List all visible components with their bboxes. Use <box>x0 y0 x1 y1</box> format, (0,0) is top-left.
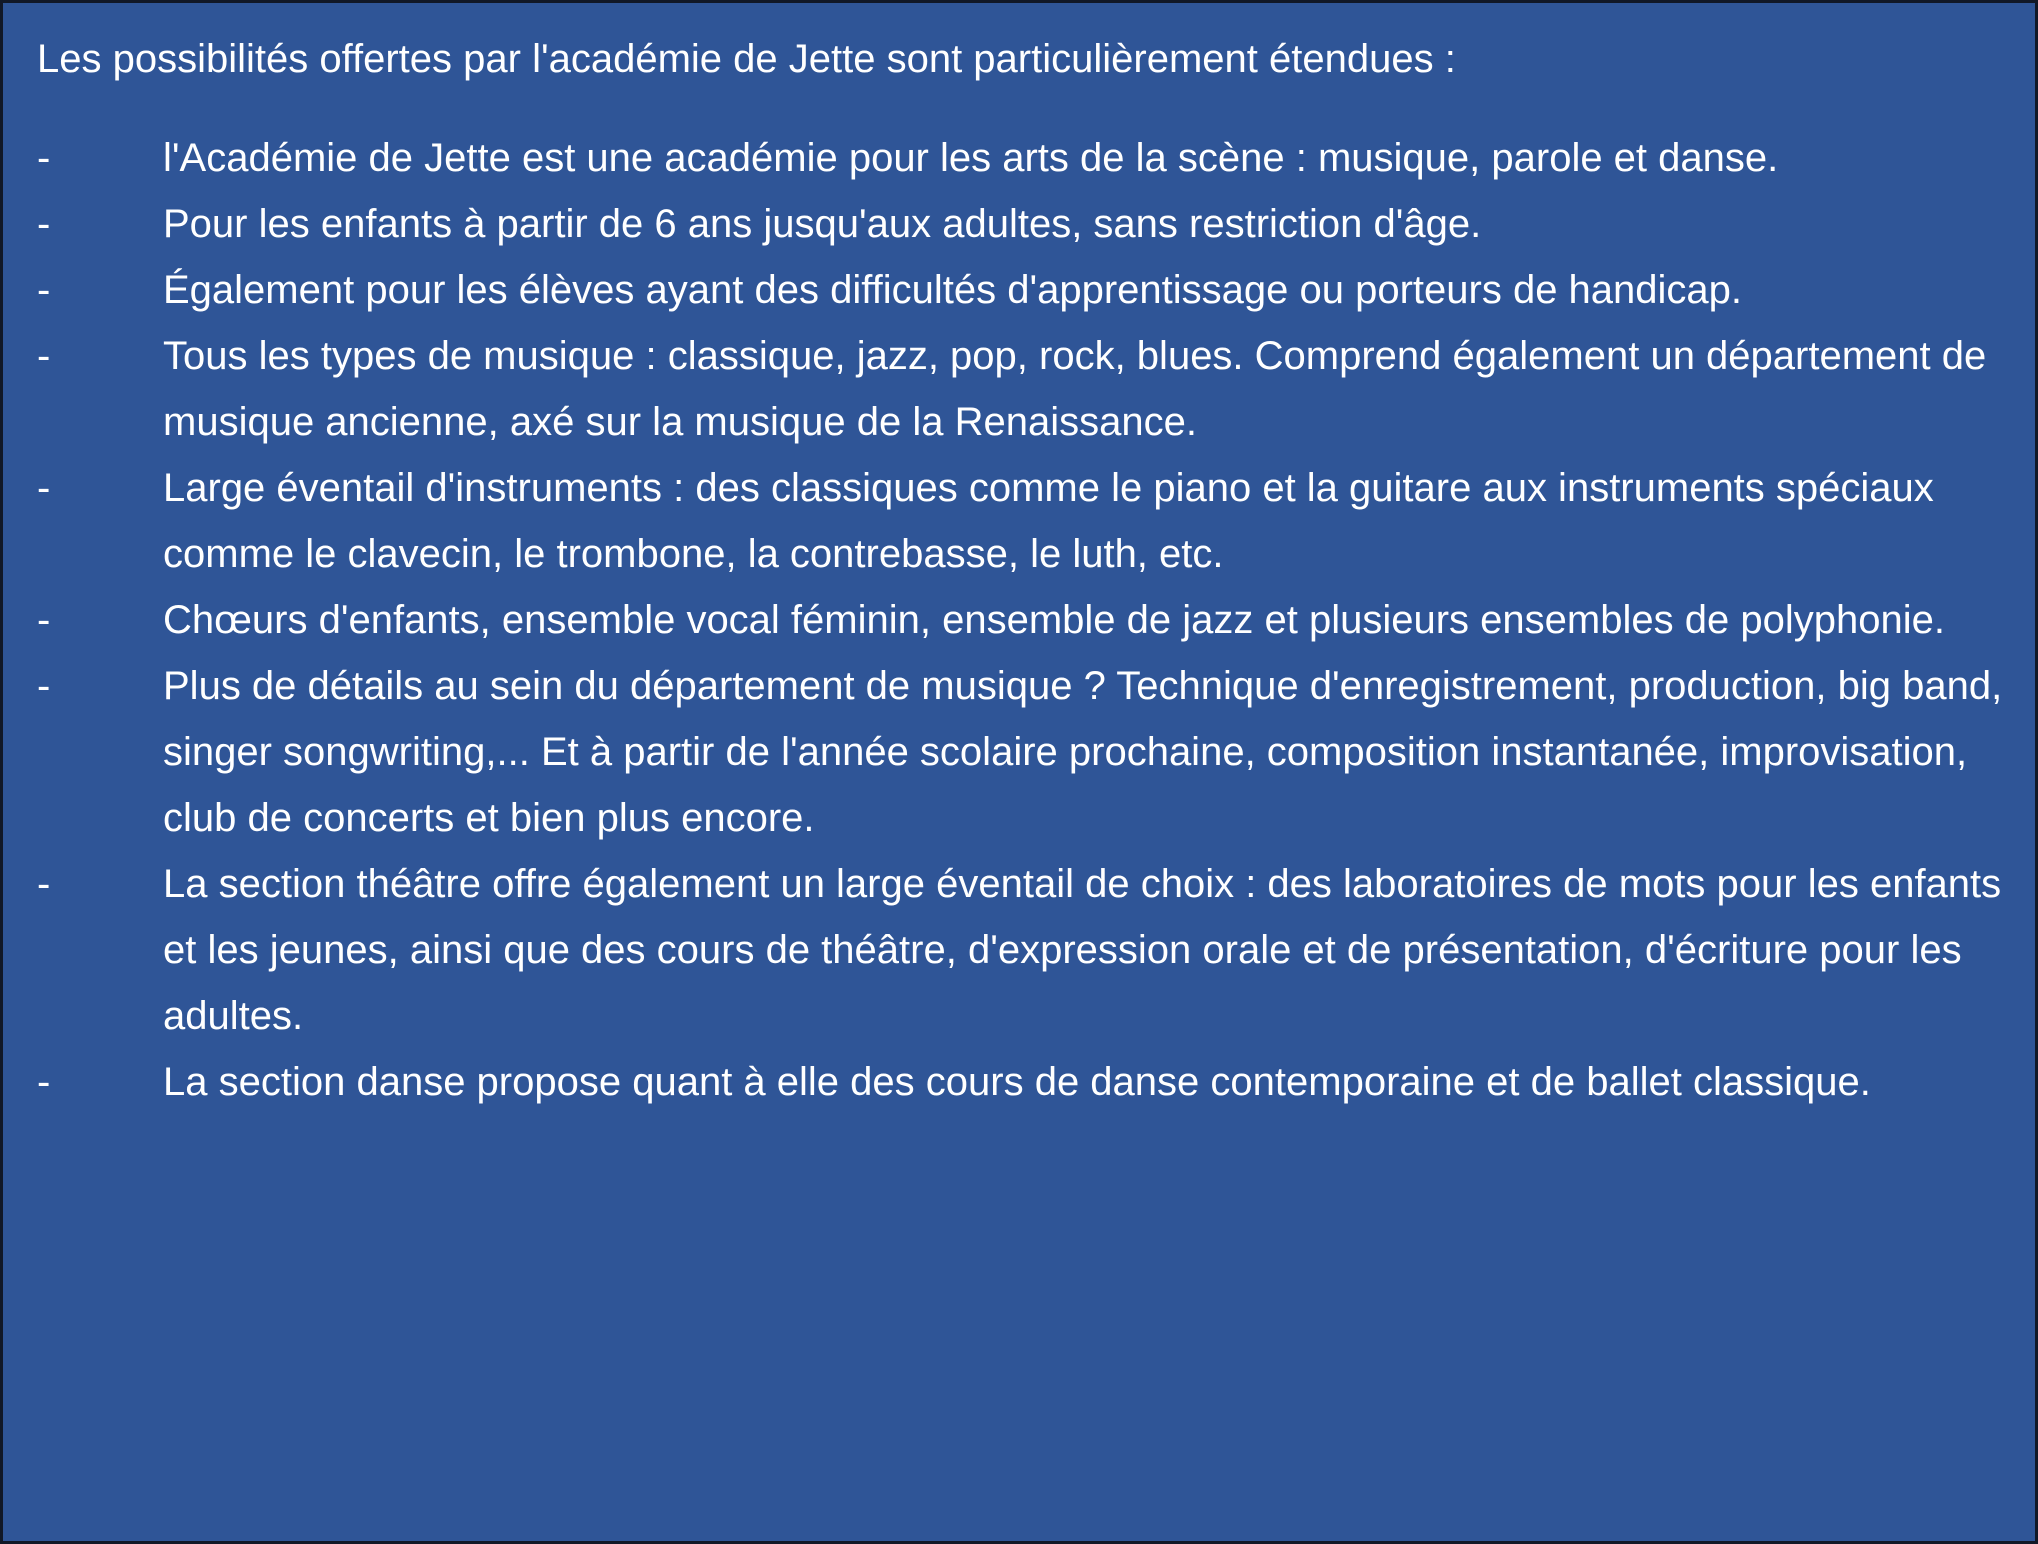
intro-text: Les possibilités offertes par l'académie de Jette sont particulièrement étendues : <box>37 37 1456 81</box>
bullet-dash: - <box>37 664 51 708</box>
bullet-dash: - <box>37 466 51 510</box>
list-item-text: Également pour les élèves ayant des difficultés d'apprentissage ou porteurs de handicap. <box>163 268 1743 312</box>
list-item-text: Pour les enfants à partir de 6 ans jusqu'aux adultes, sans restriction d'âge. <box>163 202 1482 246</box>
list-item <box>37 191 2012 257</box>
feature-list <box>37 125 2012 1115</box>
bullet-dash: - <box>37 598 51 642</box>
list-item <box>37 653 2012 851</box>
list-item-text: Tous les types de musique : classique, jazz, pop, rock, blues. Comprend également un département de musique ancienne, axé sur la musique de la Renaissance. <box>163 334 1987 444</box>
bullet-dash: - <box>37 334 51 378</box>
list-item-text: La section danse propose quant à elle des cours de danse contemporaine et de ballet classique. <box>163 1060 1871 1104</box>
bullet-dash: - <box>37 1060 51 1104</box>
bullet-dash: - <box>37 862 51 906</box>
list-item-text: Large éventail d'instruments : des classiques comme le piano et la guitare aux instruments spéciaux comme le clavecin, le trombone, la contrebasse, le luth, etc. <box>163 466 1934 576</box>
list-item-text: La section théâtre offre également un large éventail de choix : des laboratoires de mots pour les enfants et les jeunes, ainsi que des cours de théâtre, d'expression orale et de présentation, d'écriture pour les adultes. <box>163 862 2002 1038</box>
list-item <box>37 1049 2012 1115</box>
list-item <box>37 323 2012 455</box>
list-item-text: Chœurs d'enfants, ensemble vocal féminin, ensemble de jazz et plusieurs ensembles de polyphonie. <box>163 598 1945 642</box>
list-item <box>37 587 2012 653</box>
list-item <box>37 125 2012 191</box>
list-item <box>37 455 2012 587</box>
list-item <box>37 257 2012 323</box>
bullet-dash: - <box>37 136 51 180</box>
list-item <box>37 851 2012 1049</box>
list-item-text: Plus de détails au sein du département de musique ? Technique d'enregistrement, production, big band, singer songwriting,... Et à partir de l'année scolaire prochaine, composition instantanée, improvisation, club de concerts et bien plus encore. <box>163 664 2003 840</box>
bullet-dash: - <box>37 268 51 312</box>
list-item-text: l'Académie de Jette est une académie pour les arts de la scène : musique, parole et danse. <box>163 136 1779 180</box>
bullet-dash: - <box>37 202 51 246</box>
